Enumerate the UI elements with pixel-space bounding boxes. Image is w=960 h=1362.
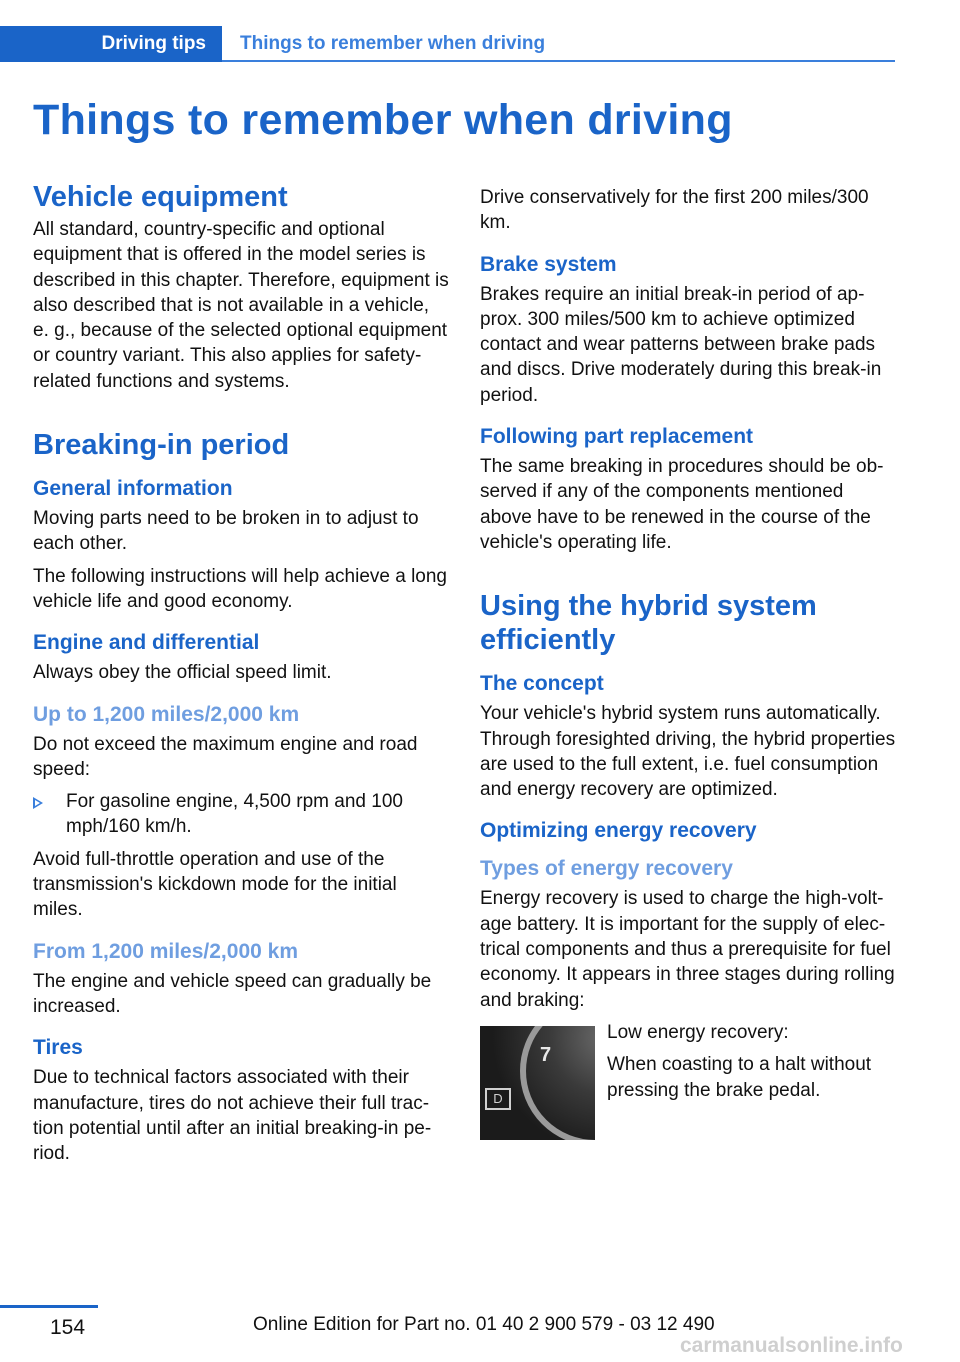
gauge-number: 7 bbox=[540, 1043, 552, 1066]
paragraph-up-to: Do not exceed the maximum engine and road speed: bbox=[33, 733, 418, 780]
figure-caption bbox=[607, 1020, 897, 1110]
watermark: carmanualsonline.info bbox=[680, 1334, 903, 1357]
heading-optimizing-energy-recovery: Optimizing energy recovery bbox=[480, 819, 757, 843]
paragraph-vehicle-equipment: All standard, country-specific and optional equipment that is offered in the model series is described in this chapter. Therefore, equipment is also described that is not available in a vehicle, e. g., because of the selected optional equipment or country variant. This also applies for safety-related functions and systems. bbox=[33, 219, 449, 392]
page-number-rule bbox=[0, 1305, 98, 1308]
paragraph-avoid: Avoid full-throttle operation and use of the transmission's kickdown mode for the initial miles. bbox=[33, 848, 397, 921]
heading-types-energy-recovery: Types of energy recovery bbox=[480, 857, 733, 881]
page-number: 154 bbox=[50, 1316, 86, 1339]
figure-row bbox=[480, 1020, 896, 1138]
figure-label-2: When coasting to a halt without pressing the brake pedal. bbox=[607, 1054, 872, 1101]
heading-vehicle-equipment: Vehicle equipment bbox=[33, 181, 288, 213]
list-item-text: For gasoline engine, 4,500 rpm and 100 mph/160 km/h. bbox=[66, 791, 403, 838]
gauge-photo bbox=[480, 1026, 595, 1140]
paragraph-from: The engine and vehicle speed can gradually be increased. bbox=[33, 970, 432, 1017]
section-tab: Driving tips bbox=[0, 26, 222, 62]
running-header bbox=[0, 26, 895, 62]
breadcrumb: Things to remember when driving bbox=[240, 33, 546, 54]
heading-up-to-1200: Up to 1,200 miles/2,000 km bbox=[33, 702, 300, 726]
heading-following-part-replacement: Following part replacement bbox=[480, 425, 754, 449]
paragraph-following: The same breaking in procedures should be observed if any of the components mentioned above have to be renewed in the course of the vehicle's operating life. bbox=[480, 456, 884, 553]
gauge-arc bbox=[520, 1026, 595, 1140]
paragraph-concept: Your vehicle's hybrid system runs automatically. Through foresighted driving, the hybrid properties are used to the full extent, i.e. fuel consumption and energy recovery are optimized. bbox=[480, 703, 896, 801]
heading-engine-differential: Engine and differential bbox=[33, 631, 260, 655]
heading-hybrid-system: Using the hybrid system efficiently bbox=[480, 590, 817, 657]
paragraph-brake: Brakes require an initial break-in period of approx. 300 miles/500 km to achieve optimized contact and wear patterns between brake pads and discs. Drive moderately during this break-in period. bbox=[480, 283, 882, 406]
paragraph-general-2: The following instructions will help achieve a long vehicle life and good economy. bbox=[33, 565, 448, 612]
page-title: Things to remember when driving bbox=[33, 96, 733, 144]
gear-indicator-icon: D bbox=[485, 1088, 511, 1110]
triangle-bullet-icon bbox=[33, 797, 43, 809]
left-column bbox=[33, 180, 449, 1173]
paragraph-general-1: Moving parts need to be broken in to adjust to each other. bbox=[33, 508, 419, 555]
heading-general-information: General information bbox=[33, 477, 233, 501]
heading-breaking-in: Breaking-in period bbox=[33, 429, 290, 462]
heading-brake-system: Brake system bbox=[480, 252, 617, 276]
heading-tires: Tires bbox=[33, 1036, 83, 1060]
list-item bbox=[33, 789, 449, 840]
heading-from-1200: From 1,200 miles/2,000 km bbox=[33, 939, 298, 963]
edition-footer: Online Edition for Part no. 01 40 2 900 579 - 03 12 490 bbox=[253, 1314, 715, 1335]
figure-label-1: Low energy recovery: bbox=[607, 1021, 789, 1043]
paragraph-tires: Due to technical factors associated with their manufacture, tires do not achieve their full traction potential until after an initial breaking-in period. bbox=[33, 1067, 432, 1165]
paragraph-types: Energy recovery is used to charge the high-voltage battery. It is important for the supply of electrical components and thus a prerequisite for fuel economy. It appears in three stages during rolling and braking: bbox=[480, 888, 895, 1011]
paragraph-drive-conservatively: Drive conservatively for the first 200 miles/300 km. bbox=[480, 187, 869, 234]
paragraph-engine: Always obey the official speed limit. bbox=[33, 662, 332, 684]
right-column bbox=[480, 185, 896, 1138]
header-rule bbox=[222, 60, 895, 62]
heading-the-concept: The concept bbox=[480, 672, 604, 696]
